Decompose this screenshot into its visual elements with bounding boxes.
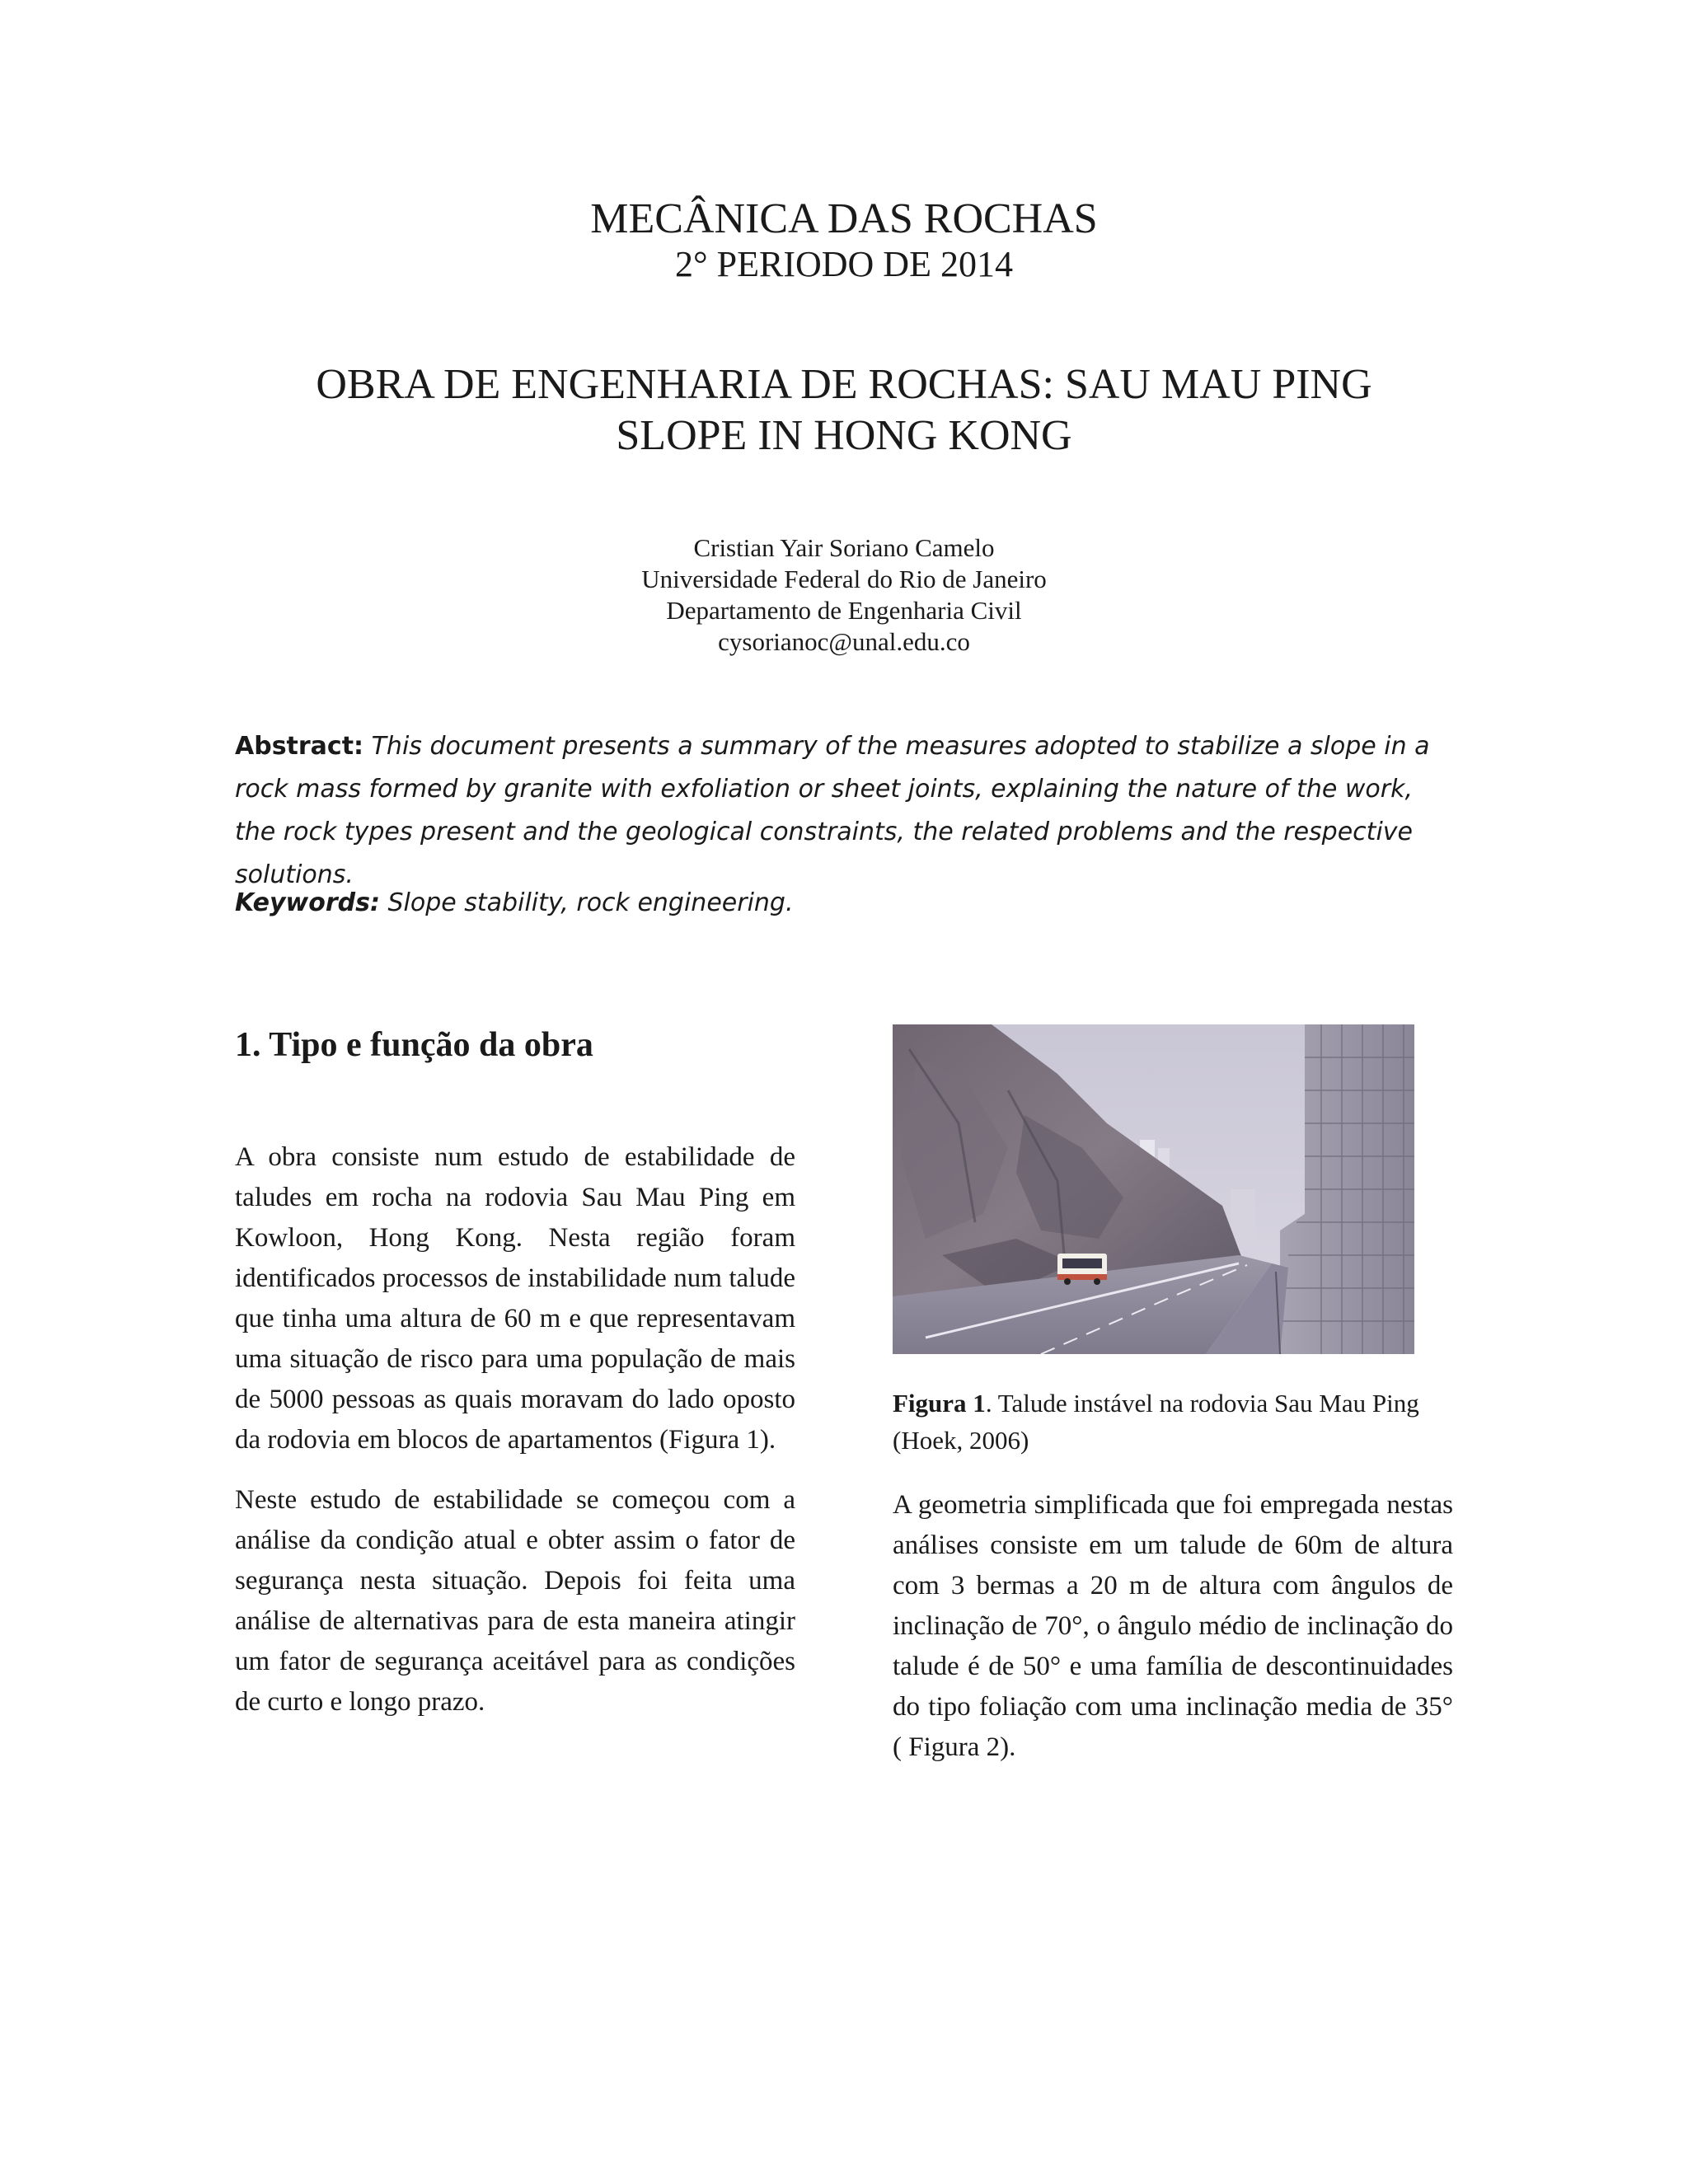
course-period: 2° PERIODO DE 2014 xyxy=(675,244,1013,284)
paper-title-line-1: OBRA DE ENGENHARIA DE ROCHAS: SAU MAU PING xyxy=(316,361,1372,408)
paragraph-2: Neste estudo de estabilidade se começou com a análise da condição atual e obter assim o fator de segurança nesta situação. Depois foi feita uma análise de alternativas para de esta maneira atingir um fator de segurança aceitável para as condições de curto e longo prazo. xyxy=(235,1485,795,1717)
author-email: cysorianoc@unal.edu.co xyxy=(718,627,970,656)
abstract-label: Abstract: xyxy=(235,732,364,761)
paragraph-3: A geometria simplificada que foi empregada nestas análises consiste em um talude de 60m de altura com 3 bermas a 20 m de altura com ângulos de inclinação de 70°, o ângulo médio de inclinação do talude é de 50° e uma família de descontinuidades do tipo foliação com uma inclinação media de 35° ( Figura 2). xyxy=(893,1490,1453,1762)
slope-road-photo xyxy=(893,1024,1414,1354)
figure-1-label: Figura 1 xyxy=(893,1389,986,1418)
section-heading: 1. Tipo e função da obra xyxy=(235,1026,593,1064)
figure-1-photo xyxy=(893,1024,1414,1354)
right-column xyxy=(893,1485,1453,1768)
left-column xyxy=(235,1137,795,1742)
paragraph-1: A obra consiste num estudo de estabilidade de taludes em rocha na rodovia Sau Mau Ping em Kowloon, Hong Kong. Nesta região foram identificados processos de instabilidade num talude que tinha uma altura de 60 m e que representavam uma situação de risco para uma população de mais de 5000 pessoas as quais moravam do lado oposto da rodovia em blocos de apartamentos (Figura 1). xyxy=(235,1142,795,1455)
keywords-label: Keywords: xyxy=(235,888,380,917)
abstract-text: This document presents a summary of the measures adopted to stabilize a slope in a rock mass formed by granite with exfoliation or sheet joints, explaining the nature of the work, the rock types present and the geological constraints, the related problems and the respective solutions. xyxy=(235,732,1430,889)
author-department: Departamento de Engenharia Civil xyxy=(666,596,1022,625)
author-university: Universidade Federal do Rio de Janeiro xyxy=(641,565,1047,593)
figure-1-caption xyxy=(893,1385,1453,1459)
keywords-text: Slope stability, rock engineering. xyxy=(387,888,794,917)
course-header xyxy=(0,194,1688,285)
paper-title-line-2: SLOPE IN HONG KONG xyxy=(616,412,1072,459)
figure-1-caption-text: . Talude instável na rodovia Sau Mau Ping (Hoek, 2006) xyxy=(893,1389,1419,1455)
course-title: MECÂNICA DAS ROCHAS xyxy=(590,195,1098,242)
keywords xyxy=(235,882,1455,925)
author-block xyxy=(0,532,1688,658)
author-name: Cristian Yair Soriano Camelo xyxy=(693,533,995,562)
paper-title xyxy=(0,359,1688,462)
abstract xyxy=(235,725,1455,897)
